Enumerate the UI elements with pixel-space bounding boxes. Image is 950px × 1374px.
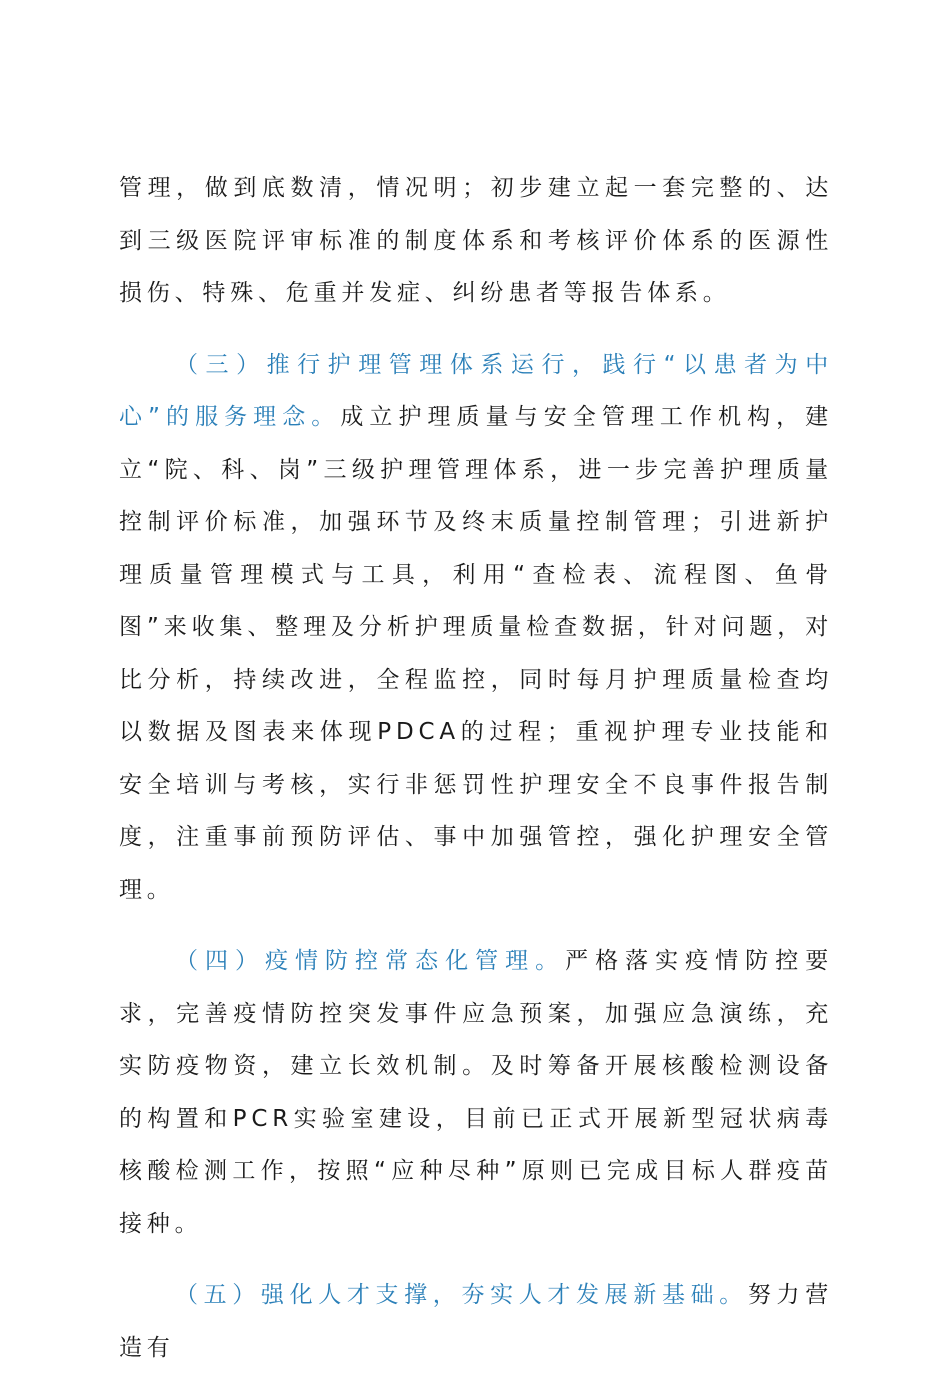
paragraph-body: 管理，做到底数清，情况明；初步建立起一套完整的、达到三级医院评审标准的制度体系和考核评价体系的医源性损伤、特殊、危重并发症、纠纷患者等报告体系。 bbox=[119, 175, 833, 306]
section-heading: （五）强化人才支撑，夯实人才发展新基础。 bbox=[175, 1282, 748, 1308]
paragraph-body: 成立护理质量与安全管理工作机构，建立“院、科、岗”三级护理管理体系，进一步完善护理质量控制评价标准，加强环节及终末质量控制管理；引进新护理质量管理模式与工具，利用“查检表、流程图、鱼骨图”来收集、整理及分析护理质量检查数据，针对问题，对比分析，持续改进，全程监控，同时每月护理质量检查均以数据及图表来体现PDCA的过程；重视护理专业技能和安全培训与考核，实行非惩罚性护理安全不良事件报告制度，注重事前预防评估、事中加强管控，强化护理安全管理。 bbox=[119, 404, 833, 903]
section-heading: （三）推行护理管理体系运行，践行“以患者为中心”的服务理念。 bbox=[119, 351, 833, 430]
paragraph-section-3 bbox=[119, 339, 833, 917]
paragraph-section-5 bbox=[119, 1269, 833, 1374]
paragraph-body: 努力营造有 bbox=[119, 1282, 833, 1361]
paragraph-continuation bbox=[119, 162, 833, 320]
document-page bbox=[119, 162, 833, 1374]
paragraph-body: 严格落实疫情防控要求，完善疫情防控突发事件应急预案，加强应急演练，充实防疫物资，建立长效机制。及时筹备开展核酸检测设备的构置和PCR实验室建设，目前已正式开展新型冠状病毒核酸检测工作，按照“应种尽种”原则已完成目标人群疫苗接种。 bbox=[119, 948, 833, 1237]
paragraph-section-4 bbox=[119, 935, 833, 1250]
section-heading: （四）疫情防控常态化管理。 bbox=[175, 948, 566, 974]
